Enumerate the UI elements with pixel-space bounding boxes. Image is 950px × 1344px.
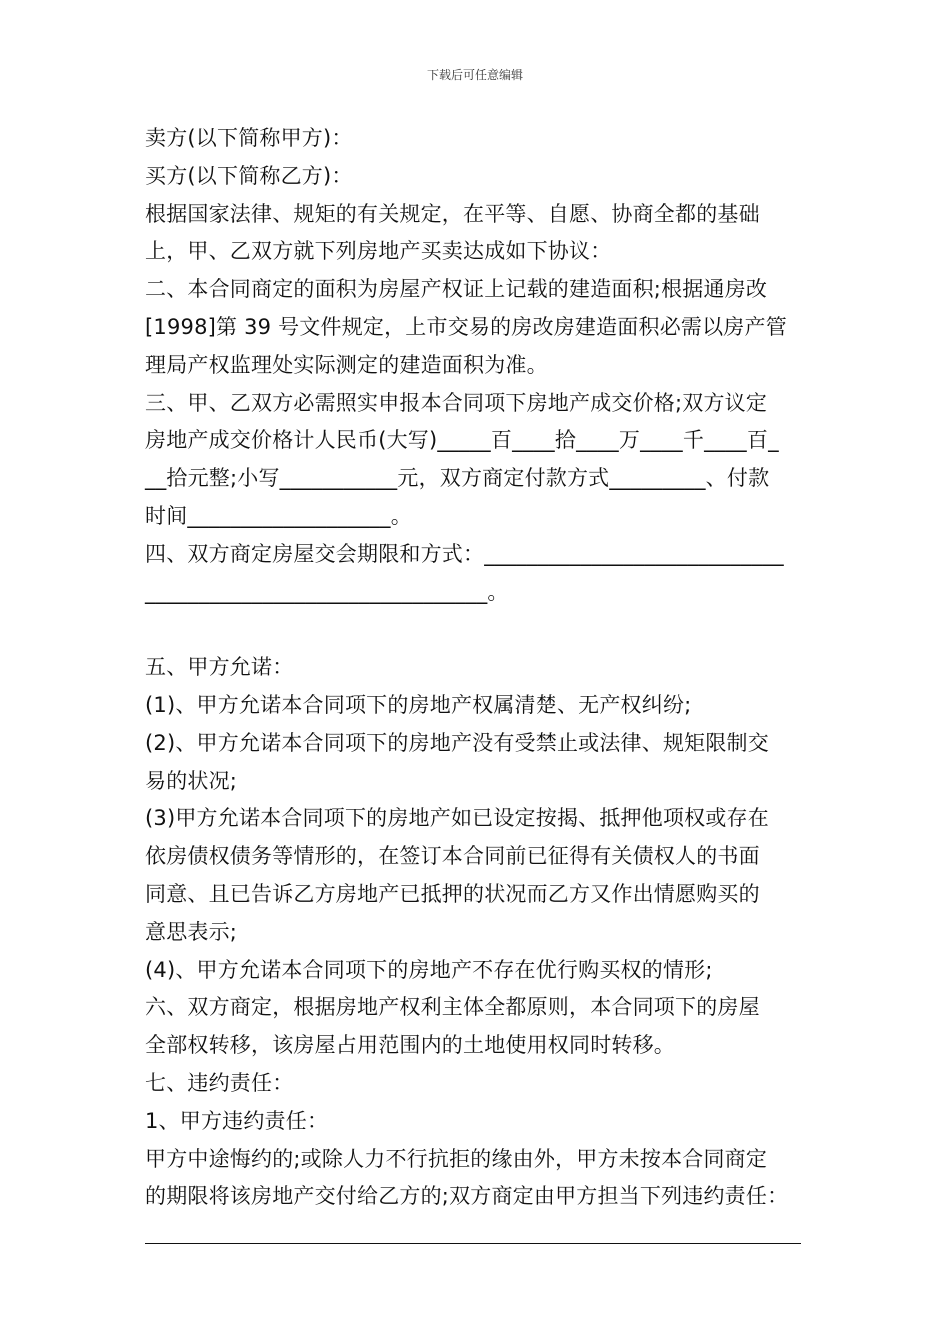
- text-line: 根据国家法律、规矩的有关规定，在平等、自愿、协商全都的基础: [145, 201, 760, 226]
- text-line: 二、本合同商定的面积为房屋产权证上记载的建造面积;根据通房改: [145, 277, 768, 302]
- text-line: (1)、甲方允诺本合同项下的房地产权属清楚、无产权纠纷;: [145, 692, 692, 717]
- text-line: 依房债权债务等情形的，在签订本合同前已征得有关债权人的书面: [145, 844, 760, 869]
- text-line: __拾元整;小写___________元，双方商定付款方式_________、付款: [145, 466, 770, 491]
- page-header: 下载后可任意编辑: [426, 68, 523, 82]
- text-line: [1998]第 39 号文件规定，上市交易的房改房建造面积必需以房产管: [145, 314, 787, 339]
- text-line: 甲方中途悔约的;或除人力不行抗拒的缘由外，甲方未按本合同商定: [145, 1146, 768, 1171]
- text-line: 六、双方商定，根据房地产权利主体全都原则，本合同项下的房屋: [145, 995, 760, 1020]
- text-line: 1、甲方违约责任：: [145, 1108, 329, 1133]
- text-line: ________________________________。: [145, 579, 509, 604]
- text-line: 的期限将该房地产交付给乙方的;双方商定由甲方担当下列违约责任：: [145, 1184, 789, 1209]
- text-line: 意思表示;: [145, 919, 238, 944]
- text-line: 四、双方商定房屋交会期限和方式：____________________________: [145, 541, 784, 566]
- text-line: (3)甲方允诺本合同项下的房地产如已设定按揭、抵押他项权或存在: [145, 806, 769, 831]
- text-line: 时间___________________。: [145, 503, 412, 528]
- text-line: (2)、甲方允诺本合同项下的房地产没有受禁止或法律、规矩限制交: [145, 730, 769, 755]
- text-line: 三、甲、乙双方必需照实申报本合同项下房地产成交价格;双方议定: [145, 390, 768, 415]
- text-line: 卖方(以下简称甲方)：: [145, 126, 353, 150]
- text-line: 五、甲方允诺：: [145, 655, 294, 680]
- text-line: 上，甲、乙双方就下列房地产买卖达成如下协议：: [145, 239, 612, 264]
- fill-in-blank-line: [145, 1216, 815, 1254]
- text-line: 易的状况;: [145, 768, 238, 793]
- text-line: 全部权转移，该房屋占用范围内的土地使用权同时转移。: [145, 1033, 675, 1058]
- text-line: 买方(以下简称乙方)：: [145, 163, 353, 188]
- document-body: [145, 120, 815, 1254]
- text-line: 理局产权监理处实际测定的建造面积为准。: [145, 352, 548, 377]
- blank-line: [145, 611, 815, 649]
- text-line: 同意、且已告诉乙方房地产已抵押的状况而乙方又作出情愿购买的: [145, 881, 760, 906]
- text-line: 房地产成交价格计人民币(大写)_____百____拾____万____千____百_: [145, 428, 779, 453]
- text-line: 七、违约责任：: [145, 1070, 294, 1095]
- text-line: (4)、甲方允诺本合同项下的房地产不存在优行购买权的情形;: [145, 957, 713, 982]
